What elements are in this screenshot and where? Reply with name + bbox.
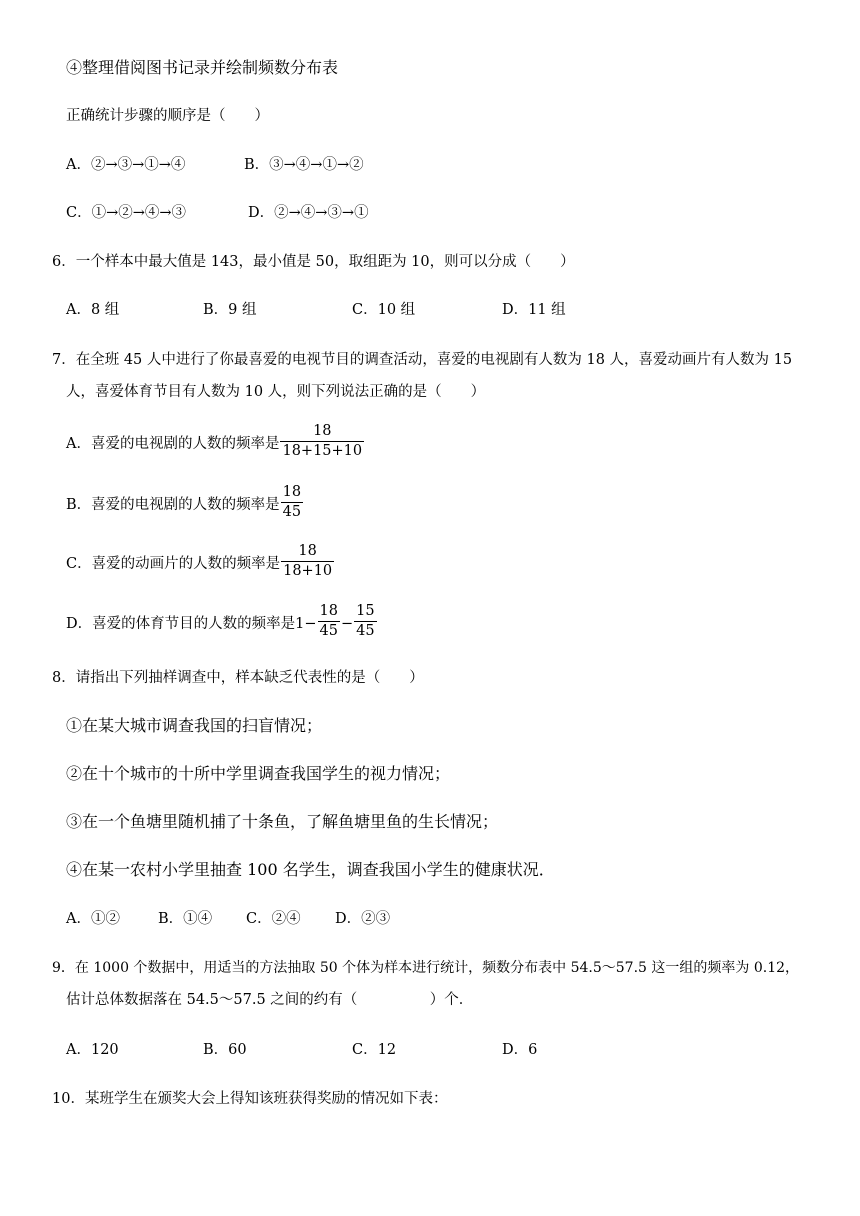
q7-option-c-fraction (282, 543, 333, 580)
q8-option-d: D．②③ (335, 911, 391, 927)
q7-option-a-fraction (281, 423, 363, 460)
q7-option-d-minus: − (340, 615, 354, 632)
q6-stem: 6．一个样本中最大值是 143，最小值是 50，取组距为 10，则可以分成（ ） (52, 254, 575, 270)
fraction-denominator: 45 (356, 623, 375, 639)
q6-option-c: C．10 组 (352, 302, 416, 318)
q9-option-d: D．6 (502, 1042, 538, 1058)
q8-option-a: A．①② (66, 911, 120, 927)
q8-item-3: ③在一个鱼塘里随机捕了十条鱼，了解鱼塘里鱼的生长情况； (66, 812, 499, 831)
fraction-denominator: 18+15+10 (282, 443, 363, 459)
q9-stem-line1: 9．在 1000 个数据中，用适当的方法抽取 50 个体为样本进行统计，频数分布表中 54.5～57.5 这一组的频率为 0.12， (52, 960, 800, 976)
q7-option-c-text: C．喜爱的动画片的人数的频率是 (66, 555, 281, 572)
fraction-numerator: 18 (281, 484, 303, 503)
q7-option-d-one: 1 (295, 615, 305, 632)
q5-prompt: 正确统计步骤的顺序是（ ） (66, 108, 269, 124)
fraction-numerator: 15 (354, 603, 376, 622)
fraction-numerator: 18 (281, 543, 334, 562)
q7-option-b-fraction (282, 484, 302, 521)
q5-option-d: D．②→④→③→① (248, 205, 369, 221)
q6-option-b: B．9 组 (203, 302, 257, 318)
q9-option-c: C．12 (352, 1042, 397, 1058)
q9-option-a: A．120 (66, 1042, 119, 1058)
q10-stem: 10．某班学生在颁奖大会上得知该班获得奖励的情况如下表： (52, 1091, 448, 1107)
q7-option-d-fraction-1 (319, 603, 339, 640)
fraction-denominator: 45 (282, 504, 302, 520)
q5-option-a: A．②→③→①→④ (66, 157, 186, 173)
q9-stem-line2: 估计总体数据落在 54.5～57.5 之间的约有（ ）个． (66, 992, 474, 1008)
q5-option-b: B．③→④→①→② (244, 157, 364, 173)
q6-option-d: D．11 组 (502, 302, 566, 318)
q7-option-d (66, 605, 378, 642)
q7-option-d-fraction-2 (355, 603, 375, 640)
q7-option-a-text: A．喜爱的电视剧的人数的频率是 (66, 435, 280, 452)
q7-option-b-text: B．喜爱的电视剧的人数的频率是 (66, 496, 280, 513)
q7-stem-line1: 7．在全班 45 人中进行了你最喜爱的电视节目的调查活动，喜爱的电视剧有人数为 18 人，喜爱动画片有人数为 15 (52, 352, 793, 368)
fraction-numerator: 18 (318, 603, 340, 622)
q8-item-1: ①在某大城市调查我国的扫盲情况； (66, 716, 323, 735)
q8-option-c: C．②④ (246, 911, 301, 927)
q5-step4: ④整理借阅图书记录并绘制频数分布表 (66, 58, 339, 77)
q7-option-d-text: D．喜爱的体育节目的人数的频率是 (66, 615, 296, 632)
q7-option-d-minus: − (304, 615, 317, 632)
q7-option-a (66, 425, 365, 462)
fraction-denominator: 18+10 (283, 563, 333, 579)
q7-option-b (66, 486, 304, 523)
q5-option-c: C．①→②→④→③ (66, 205, 187, 221)
q7-stem-line2: 人，喜爱体育节目有人数为 10 人，则下列说法正确的是（ ） (66, 384, 486, 400)
q8-item-4: ④在某一农村小学里抽查 100 名学生，调查我国小学生的健康状况． (66, 860, 555, 879)
q8-item-2: ②在十个城市的十所中学里调查我国学生的视力情况； (66, 764, 451, 783)
q6-option-a: A．8 组 (66, 302, 120, 318)
q8-stem: 8．请指出下列抽样调查中，样本缺乏代表性的是（ ） (52, 670, 424, 686)
fraction-denominator: 45 (319, 623, 338, 639)
q9-option-b: B．60 (203, 1042, 247, 1058)
q7-option-c (66, 545, 335, 582)
fraction-numerator: 18 (280, 423, 364, 442)
q8-option-b: B．①④ (158, 911, 213, 927)
